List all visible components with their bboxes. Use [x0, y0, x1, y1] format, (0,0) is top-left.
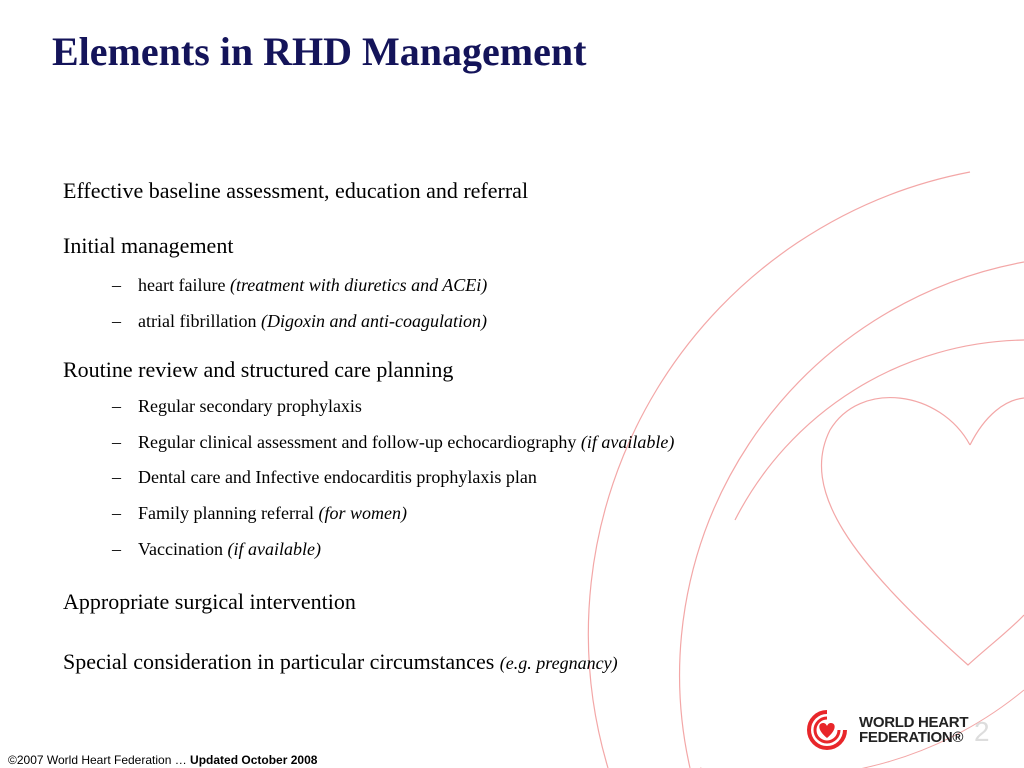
bullet-baseline-assessment: Effective baseline assessment, education and referral	[63, 178, 529, 203]
sub-bullet: – Regular secondary prophylaxis	[112, 396, 362, 416]
page-number: 2	[974, 716, 990, 747]
sub-bullet: – atrial fibrillation (Digoxin and anti-coagulation)	[112, 311, 487, 331]
sub-bullet: – Dental care and Infective endocarditis prophylaxis plan	[112, 467, 537, 487]
bullet-special-consideration: Special consideration in particular circumstances (e.g. pregnancy)	[63, 649, 618, 674]
logo-line2: FEDERATION®	[859, 729, 964, 746]
sub-bullet: – Vaccination (if available)	[112, 539, 321, 559]
sub-bullet: – heart failure (treatment with diuretics and ACEi)	[112, 275, 488, 295]
footer: ©2007 World Heart Federation … Updated October 2008	[8, 753, 318, 767]
world-heart-federation-logo	[805, 708, 968, 752]
bullet-surgical-intervention: Appropriate surgical intervention	[63, 589, 356, 614]
bullet-routine-review: Routine review and structured care planning	[63, 357, 454, 382]
heart-logo-icon	[805, 708, 849, 752]
sub-bullet: – Family planning referral (for women)	[112, 503, 407, 523]
sub-bullet: – Regular clinical assessment and follow-up echocardiography (if available)	[112, 432, 675, 452]
logo-line1: WORLD HEART	[859, 714, 969, 731]
slide-title: Elements in RHD Management	[52, 29, 587, 74]
bullet-initial-management: Initial management	[63, 233, 234, 258]
